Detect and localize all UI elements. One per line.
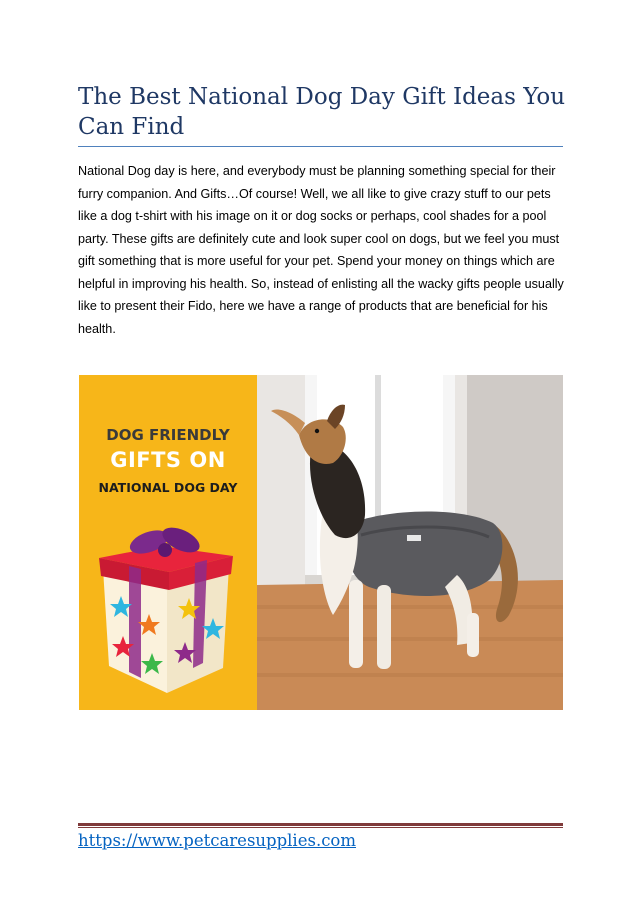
- gift-box-icon: [97, 518, 237, 703]
- footer-rule-thin: [78, 827, 563, 828]
- hero-image: [79, 375, 563, 710]
- page-title: The Best National Dog Day Gift Ideas You Can Find: [78, 84, 566, 140]
- intro-paragraph: National Dog day is here, and everybody must be planning something special for their furry companion. And Gifts…Of course! Well, we all like to give crazy stuff to our pets like a dog t-shirt with his image on it or dog socks or perhaps, cool shades for a pool party. These gifts are definitely cute and look super cool on dogs, but we feel you must gift something that is more useful for your pet. Spend your money on things which are helpful in improving his health. So, instead of enlisting all the wacky gifts people usually like to present their Fido, here we have a range of products that are beneficial for his health.: [78, 164, 564, 336]
- dog-photo: [257, 375, 563, 710]
- banner-line-2: GIFTS ON: [110, 448, 226, 472]
- banner-line-3: NATIONAL DOG DAY: [98, 480, 238, 495]
- footer-rule: [78, 823, 563, 826]
- banner-line-1: DOG FRIENDLY: [106, 426, 230, 444]
- gift-banner: [79, 375, 257, 710]
- title-underline: [78, 146, 563, 147]
- footer-website-link[interactable]: https://www.petcaresupplies.com: [78, 831, 357, 850]
